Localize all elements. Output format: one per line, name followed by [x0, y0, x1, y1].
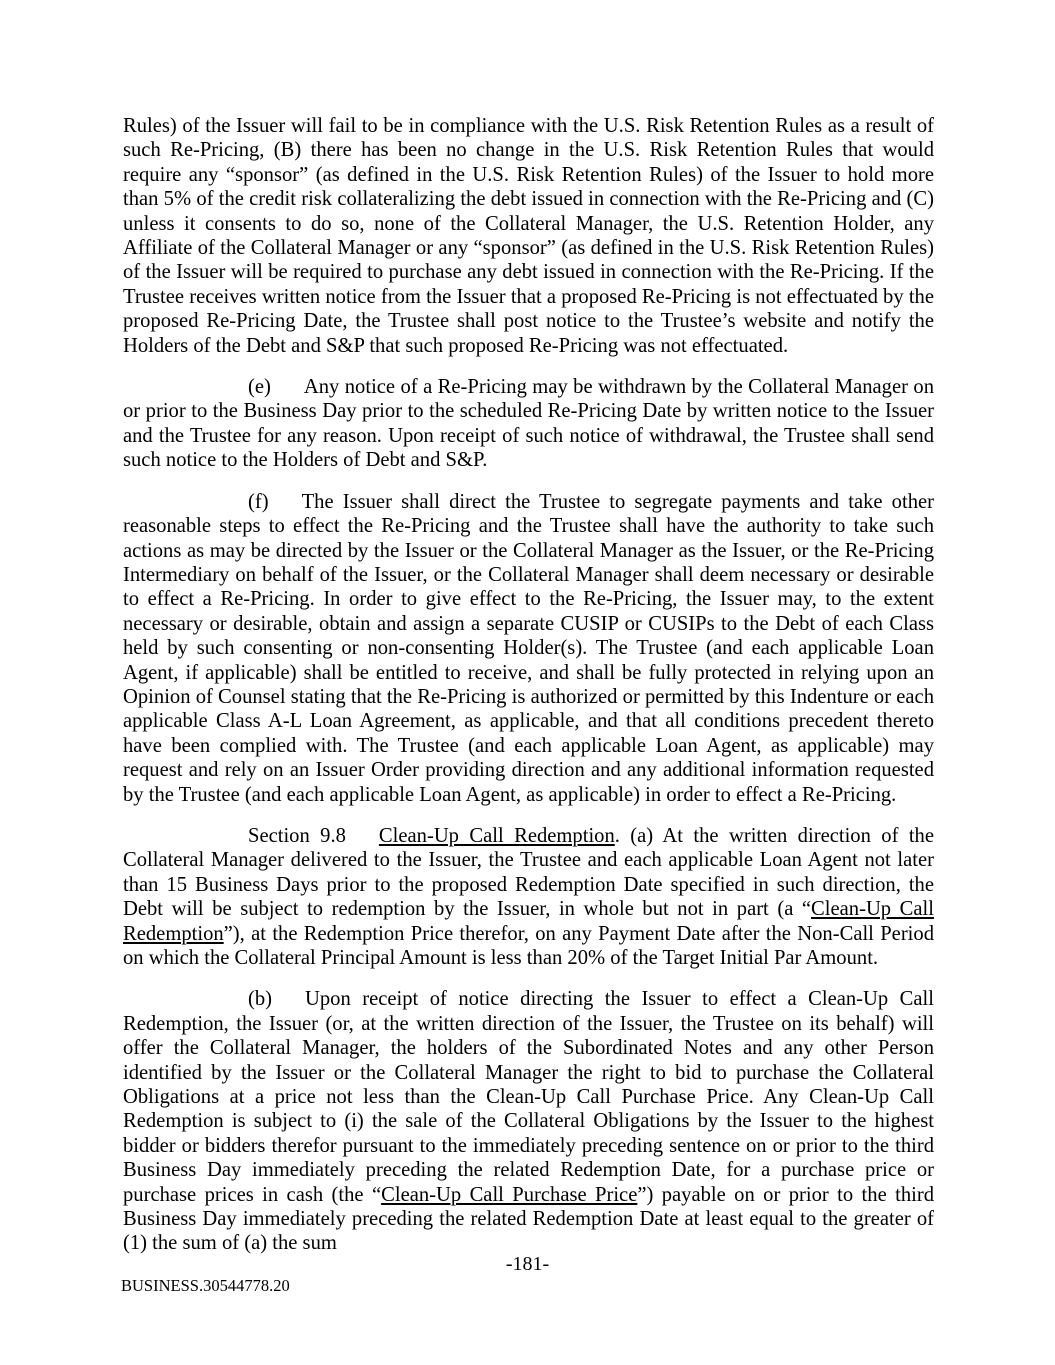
text-run: (e) [248, 376, 271, 399]
page-number: -181- [505, 1253, 550, 1275]
document-body [123, 114, 934, 1273]
paragraph-f [123, 490, 934, 807]
paragraph-e [123, 375, 934, 473]
paragraph-continuation [123, 114, 934, 358]
text-run: The Issuer shall direct the Trustee to segregate payments and take other reasonable steps to effect the Re-Pricing and the Trustee shall have the authority to take such actions as may be directed by the Issuer or the Collateral Manager as the Issuer, or the Re-Pricing Intermediary on behalf of the Issuer, or the Collateral Manager shall deem necessary or desirable to effect a Re-Pricing. In order to give effect to the Re-Pricing, the Issuer may, to the extent necessary or desirable, obtain and assign a separate CUSIP or CUSIPs to the Debt of each Class held by such consenting or non-consenting Holder(s). The Trustee (and each applicable Loan Agent, if applicable) shall be entitled to receive, and shall be fully protected in relying upon an Opinion of Counsel stating that the Re-Pricing is authorized or permitted by this Indenture or each applicable Class A-L Loan Agreement, as applicable, and that all conditions precedent thereto have been complied with. The Trustee (and each applicable Loan Agent, as applicable) may request and rely on an Issuer Order providing direction and any additional information requested by the Trustee (and each applicable Loan Agent, as applicable) in order to effect a Re-Pricing. [123, 490, 934, 806]
text-run: ”), at the Redemption Price therefor, on any Payment Date after the Non-Call Period on which the Collateral Principal Amount is less than 20% of the Target Initial Par Amount. [123, 922, 934, 969]
text-run: Any notice of a Re-Pricing may be withdrawn by the Collateral Manager on or prior to the Business Day prior to the scheduled Re-Pricing Date by written notice to the Issuer and the Trustee for any reason. Upon receipt of such notice of withdrawal, the Trustee shall send such notice to the Holders of Debt and S&P. [123, 376, 934, 472]
text-run: . (a) At the written direction of the Collateral Manager delivered to the Issuer, the Trustee and each applicable Loan Agent not later than 15 Business Days prior to the proposed Redemption Date specified in such direction, the Debt will be subject to redemption by the Issuer, in whole but not in part (a “ [123, 824, 934, 921]
underlined-term: Clean-Up Call Purchase Price [381, 1183, 638, 1206]
section-9-8 [123, 824, 934, 970]
document-id: BUSINESS.30544778.20 [121, 1276, 290, 1295]
text-run: (b) [248, 988, 273, 1011]
text-run: Upon receipt of notice directing the Issuer to effect a Clean-Up Call Redemption, the Issuer (or, at the written direction of the Issuer, the Trustee on its behalf) will offer the Collateral Manager, the holders of the Subordinated Notes and any other Person identified by the Issuer or the Collateral Manager the right to bid to purchase the Collateral Obligations at a price not less than the Clean-Up Call Purchase Price. Any Clean-Up Call Redemption is subject to (i) the sale of the Collateral Obligations by the Issuer to the highest bidder or bidders therefor pursuant to the immediately preceding sentence on or prior to the third Business Day immediately preceding the related Redemption Date, for a purchase price or purchase prices in cash (the “ [123, 988, 934, 1206]
text-run: Rules) of the Issuer will fail to be in compliance with the U.S. Risk Retention Rules as a result of such Re-Pricing, (B) there has been no change in the U.S. Risk Retention Rules that would require any “sponsor” (as defined in the U.S. Risk Retention Rules) of the Issuer to hold more than 5% of the credit risk collateralizing the debt issued in connection with the Re-Pricing and (C) unless it consents to do so, none of the Collateral Manager, the U.S. Retention Holder, any Affiliate of the Collateral Manager or any “sponsor” (as defined in the U.S. Risk Retention Rules) of the Issuer will be required to purchase any debt issued in connection with the Re-Pricing. If the Trustee receives written notice from the Issuer that a proposed Re-Pricing is not effectuated by the proposed Re-Pricing Date, the Trustee shall post notice to the Trustee’s website and notify the Holders of the Debt and S&P that such proposed Re-Pricing was not effectuated. [123, 115, 934, 357]
underlined-term: Clean-Up Call Redemption [123, 898, 934, 945]
text-run: Section 9.8 [248, 824, 346, 847]
text-run: ”) payable on or prior to the third Business Day immediately preceding the related Redemption Date at least equal to the greater of (1) the sum of (a) the sum [123, 1183, 934, 1255]
paragraph-b [123, 987, 934, 1255]
underlined-term: Clean-Up Call Redemption [378, 824, 615, 847]
text-run: (f) [248, 490, 269, 513]
